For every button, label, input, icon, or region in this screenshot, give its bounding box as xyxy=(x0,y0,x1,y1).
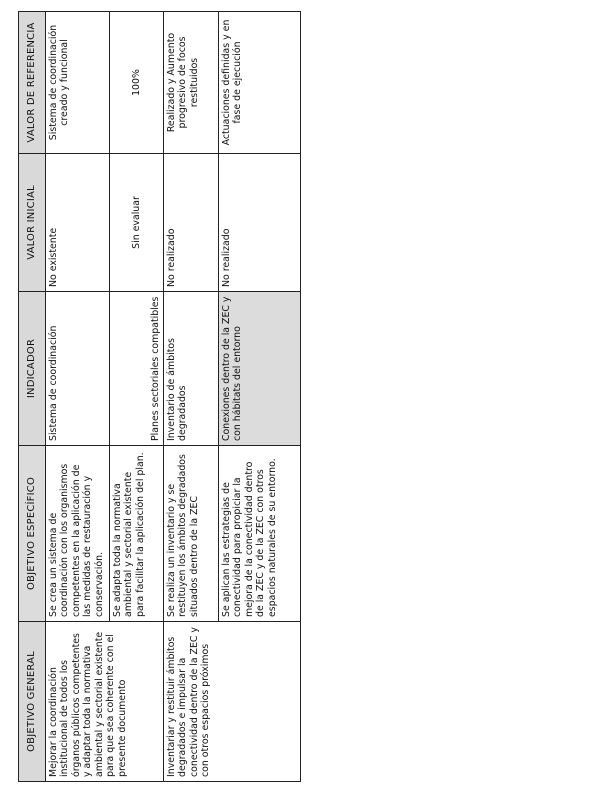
header-objetivo-especifico: OBJETIVO ESPECÍFICO xyxy=(19,446,46,622)
cell-objetivo-especifico: Se realiza un inventario y se restituyen los ámbitos degradados situados dentro de la ZEC xyxy=(164,446,219,622)
header-valor-inicial: VALOR INICIAL xyxy=(19,154,46,292)
cell-objetivo-especifico: Se adapta toda la normativa ambiental y sectorial existente para facilitar la aplicación del plan. xyxy=(110,446,164,622)
cell-valor-inicial: No existente xyxy=(46,154,110,292)
cell-indicador: Conexiones dentro de la ZEC y con hábitats del entorno xyxy=(219,292,301,446)
table-row xyxy=(46,12,110,782)
rotated-page xyxy=(18,12,295,782)
cell-valor-inicial: Sin evaluar xyxy=(110,154,164,292)
cell-objetivo-general: Mejorar la coordinación institucional de todos los órganos públicos competentes y adaptar toda la normativa ambiental y sectorial existente para que sea coherente con el presente documento xyxy=(46,622,164,782)
cell-indicador: Planes sectoriales compatibles xyxy=(110,292,164,446)
cell-valor-inicial: No realizado xyxy=(219,154,301,292)
cell-indicador: Inventario de ámbitos degradados xyxy=(164,292,219,446)
header-objetivo-general: OBJETIVO GENERAL xyxy=(19,622,46,782)
cell-valor-inicial: No realizado xyxy=(164,154,219,292)
header-valor-referencia: VALOR DE REFERENCIA xyxy=(19,12,46,154)
objectives-table xyxy=(18,11,301,782)
cell-indicador: Sistema de coordinación xyxy=(46,292,110,446)
cell-objetivo-especifico: Se aplican las estrategias de conectividad para propiciar la mejora de la conectividad dentro de la ZEC y de la ZEC con otros espacios naturales de su entorno. xyxy=(219,446,301,622)
header-row xyxy=(19,12,46,782)
cell-valor-referencia: Sistema de coordinación creado y funcional xyxy=(46,12,110,154)
header-indicador: INDICADOR xyxy=(19,292,46,446)
cell-objetivo-general: Inventariar y restituir ámbitos degradados e impulsar la conectividad dentro de la ZEC y con otros espacios próximos xyxy=(164,622,301,782)
cell-objetivo-especifico: Se crea un sistema de coordinación con los organismos competentes en la aplicación de las medidas de restauración y conservación. xyxy=(46,446,110,622)
cell-valor-referencia: Actuaciones definidas y en fase de ejecución xyxy=(219,12,301,154)
table-row xyxy=(164,12,219,782)
cell-valor-referencia: 100% xyxy=(110,12,164,154)
cell-valor-referencia: Realizado y Aumento progresivo de focos restituidos xyxy=(164,12,219,154)
